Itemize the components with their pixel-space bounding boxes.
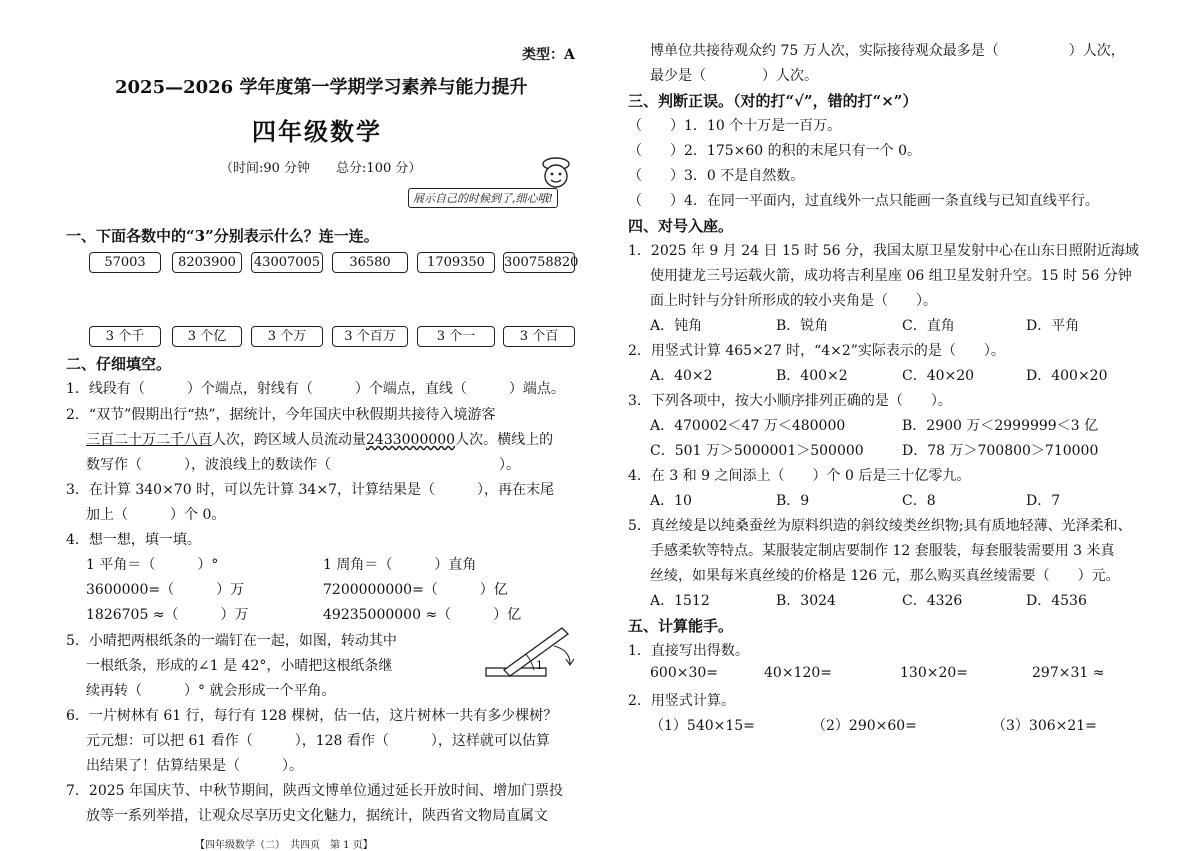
s2-q5-line3: 续再转（ ）° 就会形成一个平角。 [86,683,336,699]
s2-q4-f: 49235000000 ≈（ ）亿 [323,607,522,623]
angle-label: 1 [536,659,543,672]
s2-q4-e: 1826705 ≈（ ）万 [86,607,249,623]
mascot-note: 展示自己的时候到了,细心哦! [408,188,558,208]
paper-strips-figure [484,624,580,684]
option: C．501 万＞5000001＞500000 [650,443,864,459]
vertical-calc: （3）306×21= [992,718,1097,734]
paper-type-label: 类型：A [522,47,575,63]
number-box: 36580 [332,252,408,273]
s2-q4-a: 1 平角＝（ ）° [86,557,219,573]
s2-q2-line2: 三百二十万二千八百人次，跨区域人员流动量2433000000人次。横线上的 [86,432,554,448]
option: B．锐角 [776,318,829,334]
s5-sub1: 1．直接写出得数。 [628,643,749,659]
s4-q4-line1: 4．在 3 和 9 之间添上（ ）个 0 后是三十亿零九。 [628,468,971,484]
section4-heading: 四、对号入座。 [628,217,734,235]
section5-heading: 五、计算能手。 [628,617,734,635]
number-box: 43007005 [251,252,323,273]
direct-calc: 600×30= [650,665,718,681]
unit-box: 3 个一 [417,326,495,347]
exam-subject: 四年级数学 [252,117,382,146]
option: D．4536 [1026,593,1087,609]
direct-calc: 40×120= [764,665,832,681]
option: D．平角 [1026,318,1080,334]
judge-item: （ ）3．0 不是自然数。 [628,168,805,184]
direct-calc: 297×31 ≈ [1032,665,1105,681]
option: D．78 万＞700800＞710000 [902,443,1099,459]
s2-q6-line2: 元元想：可以把 61 看作（ ），128 看作（ ），这样就可以估算 [86,733,550,749]
number-box: 300758820 [503,252,575,273]
s2-q7-line2: 放等一系列举措，让观众尽享历史文化魅力，据统计，陕西省文物局直属文 [86,808,548,824]
s2-q2-line3: 数写作（ ），波浪线上的数读作（ ）。 [86,457,520,473]
s4-q5-line3: 丝绫，如果每米真丝绫的价格是 126 元，那么购买真丝绫需要（ ）元。 [650,568,1120,584]
option: D．7 [1026,493,1061,509]
s2-q5-line2: 一根纸条，形成的∠1 是 42°，小晴把这根纸条继 [86,658,393,674]
section2-heading: 二、仔细填空。 [66,355,172,373]
unit-box: 3 个万 [251,326,323,347]
option: A．10 [650,493,692,509]
s5-sub2: 2．用竖式计算。 [628,693,735,709]
s4-q1-line3: 面上时针与分针所形成的较小夹角是（ ）。 [650,293,937,309]
s2-q6-line1: 6．一片树林有 61 行，每行有 128 棵树，估一估，这片树林一共有多少棵树？ [66,708,558,724]
option: A．40×2 [650,368,713,384]
s4-q1-line1: 1．2025 年 9 月 24 日 15 时 56 分，我国太原卫星发射中心在山东日照附近海域 [628,243,1139,259]
option: B．400×2 [776,368,848,384]
s4-q5-line2: 手感柔软等特点。某服装定制店要制作 12 套服装，每套服装需要用 3 米真 [650,543,1115,559]
s2-q4-d: 7200000000=（ ）亿 [323,582,508,598]
s2-q7-line4: 最少是（ ）人次。 [650,68,818,84]
s2-q6-line3: 出结果了！估算结果是（ ）。 [86,758,303,774]
section3-heading: 三、判断正误。（对的打“√”，错的打“×”） [628,92,918,110]
s2-q5-line1: 5．小晴把两根纸条的一端钉在一起，如图，转动其中 [66,633,397,649]
s4-q3-line1: 3．下列各项中，按大小顺序排列正确的是（ ）。 [628,393,952,409]
judge-item: （ ）4．在同一平面内，过直线外一点只能画一条直线与已知直线平行。 [628,193,1099,209]
unit-box: 3 个百万 [332,326,408,347]
option: C．4326 [902,593,963,609]
option: B．9 [776,493,810,509]
option: C．40×20 [902,368,975,384]
direct-calc: 130×20= [900,665,968,681]
s2-q4-b: 1 周角＝（ ）直角 [323,557,477,573]
s2-q4-c: 3600000=（ ）万 [86,582,245,598]
wavy-underlined-number: 2433000000 [366,432,456,448]
mascot-icon [538,156,574,192]
s4-q5-line1: 5．真丝绫是以纯桑蚕丝为原料织造的斜纹绫类丝织物;具有质地轻薄、光泽柔和、 [628,518,1132,534]
judge-item: （ ）2．175×60 的积的末尾只有一个 0。 [628,143,921,159]
option: B．2900 万＜2999999＜3 亿 [902,418,1099,434]
option: C．直角 [902,318,955,334]
unit-box: 3 个千 [89,326,161,347]
s2-q2-line1: 2．“双节”假期出行“热”，据统计，今年国庆中秋假期共接待入境游客 [66,407,496,423]
vertical-calc: （1）540×15= [650,718,755,734]
s2-q4: 4．想一想，填一填。 [66,532,201,548]
option: A．1512 [650,593,710,609]
unit-box: 3 个百 [503,326,575,347]
s2-q1: 1．线段有（ ）个端点，射线有（ ）个端点，直线（ ）端点。 [66,381,565,397]
number-box: 8203900 [172,252,242,273]
option: B．3024 [776,593,836,609]
unit-box: 3 个亿 [172,326,242,347]
s2-q7-line1: 7．2025 年国庆节、中秋节期间，陕西文博单位通过延长开放时间、增加门票投 [66,783,563,799]
underlined-number: 三百二十万二千八百 [86,432,212,448]
option: C．8 [902,493,936,509]
option: A．470002＜47 万＜480000 [650,418,846,434]
time-score-info: （时间:90 分钟 总分:100 分） [220,161,422,176]
option: A．钝角 [650,318,703,334]
page-footer: 【四年级数学（二） 共四页 第 1 页】 [195,840,373,851]
s4-q1-line2: 使用捷龙三号运载火箭，成功将吉利星座 06 组卫星发射升空。15 时 56 分钟 [650,268,1132,284]
section1-heading: 一、下面各数中的“3”分别表示什么？连一连。 [66,227,379,245]
number-box: 57003 [89,252,161,273]
number-box: 1709350 [417,252,495,273]
s4-q2-line1: 2．用竖式计算 465×27 时，“4×2”实际表示的是（ ）。 [628,343,1005,359]
s2-q3-line2: 加上（ ）个 0。 [86,507,226,523]
s2-q3-line1: 3．在计算 340×70 时，可以先计算 34×7，计算结果是（ ），再在末尾 [66,482,554,498]
s2-q7-line3: 博单位共接待观众约 75 万人次，实际接待观众最多是（ ）人次， [650,43,1125,59]
exam-title: 2025—2026 学年度第一学期学习素养与能力提升 [115,77,528,98]
vertical-calc: （2）290×60= [812,718,917,734]
judge-item: （ ）1．10 个十万是一百万。 [628,118,842,134]
option: D．400×20 [1026,368,1108,384]
